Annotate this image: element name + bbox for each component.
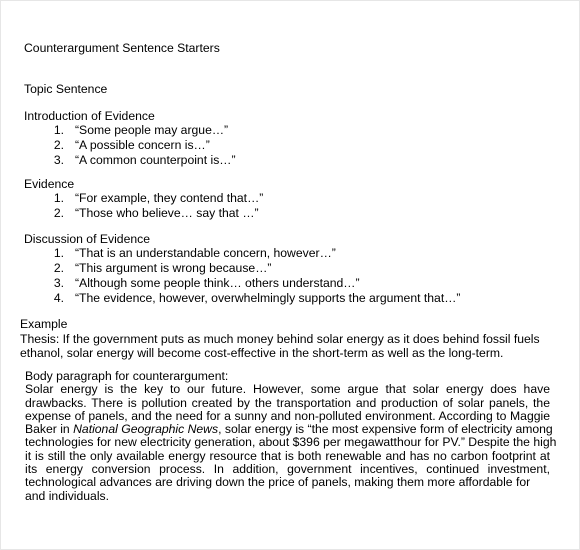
- body-line: Solar energy is the key to our future. However, some argue that solar energy does have: [25, 382, 550, 397]
- list-item: [46, 206, 306, 221]
- section-evidence: [24, 177, 306, 221]
- list-item: [46, 291, 506, 306]
- list-number: 2.: [53, 138, 64, 152]
- list-text: “Those who believe… say that …”: [75, 206, 259, 220]
- section-heading: Evidence: [24, 177, 75, 191]
- list-text: “The evidence, however, overwhelmingly supports the argument that…”: [75, 291, 461, 305]
- list-item: [46, 276, 506, 291]
- list-number: 1.: [53, 123, 64, 137]
- body-line: drawbacks. There is pollution created by the transportation and production of solar panels, the: [25, 395, 550, 410]
- list-text: “That is an understandable concern, however…”: [75, 246, 336, 260]
- topic-sentence-heading: Topic Sentence: [24, 82, 108, 96]
- example-section: [20, 317, 560, 361]
- body-line-text: Baker in: [25, 422, 74, 437]
- list-text: “For example, they contend that…”: [75, 191, 264, 205]
- body-line: it is still the only available energy resource that is both renewable and has no carbon footprint at: [25, 448, 550, 463]
- numbered-list: [46, 123, 306, 168]
- numbered-list: [46, 191, 306, 221]
- publication-name: National Geographic News: [73, 422, 219, 437]
- list-number: 4.: [53, 291, 64, 305]
- body-paragraph-section: [25, 369, 557, 503]
- body-line: [25, 422, 553, 437]
- section-introduction-of-evidence: [24, 109, 306, 168]
- list-number: 2.: [53, 206, 64, 220]
- example-heading: Example: [20, 317, 68, 331]
- document-title: Counterargument Sentence Starters: [24, 41, 220, 55]
- list-text: “A possible concern is…”: [75, 138, 210, 152]
- section-heading: Introduction of Evidence: [24, 109, 155, 123]
- body-line-text: , solar energy is “the most expensive form of electricity among: [218, 422, 553, 437]
- body-line: technologies for new electricity generation, about $396 per megawatthour for PV.” Despite the high: [25, 435, 557, 450]
- list-number: 3.: [53, 153, 64, 167]
- list-item: [46, 191, 306, 206]
- body-line: expense of panels, and the need for a sunny and non-polluted environment. According to Maggie: [25, 408, 550, 423]
- list-item: [46, 123, 306, 138]
- thesis-line-2: ethanol, solar energy will become cost-effective in the short-term as well as the long-term.: [20, 346, 504, 360]
- list-item: [46, 153, 306, 168]
- list-item: [46, 246, 506, 261]
- list-text: “A common counterpoint is…”: [75, 153, 236, 167]
- list-number: 3.: [53, 276, 64, 290]
- section-heading: Discussion of Evidence: [24, 232, 150, 246]
- thesis-line-1: Thesis: If the government puts as much money behind solar energy as it does behind fossil fuels: [20, 331, 540, 346]
- list-item: [46, 138, 306, 153]
- list-text: “Some people may argue…”: [75, 123, 229, 137]
- body-paragraph-heading: Body paragraph for counterargument:: [25, 369, 229, 383]
- list-number: 1.: [53, 191, 64, 205]
- list-item: [46, 261, 506, 276]
- body-line: and individuals.: [25, 488, 110, 503]
- list-number: 1.: [53, 246, 64, 260]
- body-line: its energy conversion process. In addition, government incentives, continued investment,: [25, 462, 550, 477]
- list-text: “Although some people think… others understand…”: [75, 276, 360, 290]
- list-text: “This argument is wrong because…”: [75, 261, 272, 275]
- list-number: 2.: [53, 261, 64, 275]
- numbered-list: [46, 246, 506, 306]
- section-discussion-of-evidence: [24, 232, 506, 306]
- body-line: technological advances are driving down the price of panels, making them more affordable for: [25, 475, 531, 490]
